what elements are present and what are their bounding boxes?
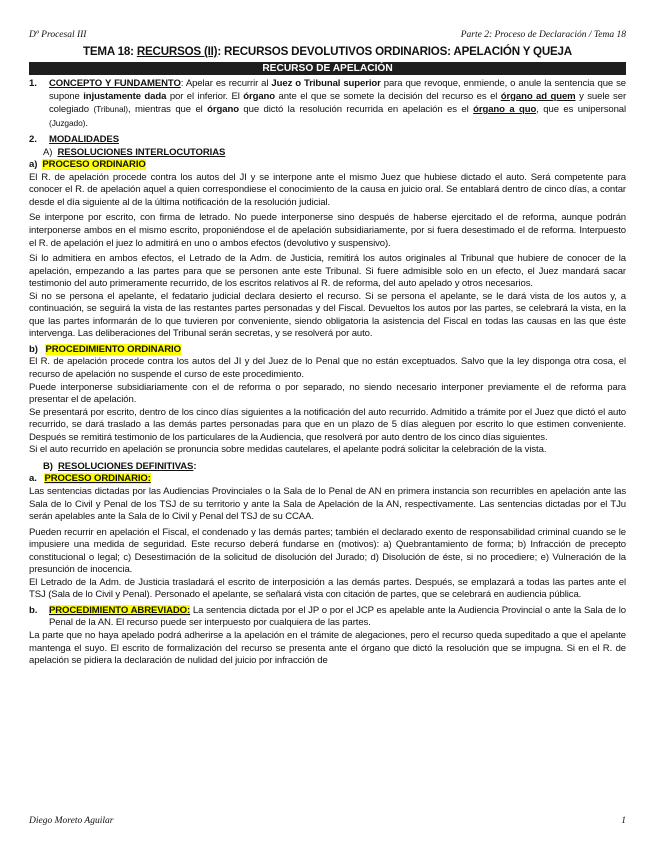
concepto-heading: CONCEPTO Y FUNDAMENTO <box>49 78 181 89</box>
text-run: y suele ser colegiado <box>49 90 627 116</box>
subsection-colon: : <box>193 460 197 472</box>
text-run: . <box>85 117 88 129</box>
text-run: por el inferior. El <box>166 90 244 102</box>
paragraph: Pueden recurrir en apelación el Fiscal, el condenado y las demás partes; también el declarado exento de responsabilidad criminal cuando se le impusiere una medida de seguridad. Este recurso deberá fundarse en (motivos): a) Quebrantamiento de forma; b) Infracción de precepto constitucional o legal; c) Desestimación de la solicitud de disolución del Jurado; d) Disolución de éste, si no procediere; e) Vulneración de la presunción de inocencia. <box>29 526 626 576</box>
subsection-b-heading <box>29 461 626 474</box>
item-label: b. <box>29 604 38 616</box>
paragraph: El R. de apelación procede contra los autos del JI y se interpone ante el mismo Juez que hubiese dictado el auto. Será competente para conocer el R. de apelación aquel a quien correspondiese el conocimiento de la causa en juicio oral. Se entablará dentro de cinco días, a contar desde el día siguiente al de la última notificación de la resolución judicial. <box>29 171 626 208</box>
header-section: Parte 2: Proceso de Declaración / Tema 18 <box>460 30 626 40</box>
page-number: 1 <box>621 816 626 826</box>
item-title-highlight: PROCESO ORDINARIO: <box>44 473 151 485</box>
title-underlined: RECURSOS (II) <box>136 45 218 58</box>
section-banner: RECURSO DE APELACIÓN <box>29 62 626 75</box>
item-b2-paragraph <box>49 605 626 630</box>
subsection-title: RESOLUCIONES DEFINITIVAS <box>57 460 194 472</box>
text-run: , que es unipersonal <box>536 104 627 116</box>
running-footer <box>29 816 626 828</box>
item-title-highlight: PROCEDIMIENTO ORDINARIO <box>45 343 181 355</box>
text-run: ante el que se somete la decisión del recurso es el <box>275 90 501 102</box>
paragraph: Si no se persona el apelante, el fedatario judicial declara desierto el recurso. Si se persona el apelante, se le dará vista de los autos y, a continuación, se seguirá la vista de las restantes partes personadas y del Fiscal. Devueltos los autos por las partes, se celebrará la vista, en la que las partes informarán de lo que tuvieren por conveniente, siendo obligatoria la asistencia del Fiscal en todas las causas en las que éste intervenga. Las deliberaciones del Tribunal serán secretas, y se resolverá por auto. <box>29 290 626 340</box>
modalidades-heading: MODALIDADES <box>49 134 119 146</box>
text-run: injustamente dada <box>83 90 167 102</box>
paragraph: Se presentará por escrito, dentro de los cinco días siguientes a la notificación del auto recurrido. Admitido a trámite por el Juez que dictó el auto recurrido, se dará traslado a las demás partes personadas para que en un plazo de 5 días aleguen por escrito lo que estimen conveniente. Después se remitirá testimonio de los particulares de la Audiencia, que resolverá por auto dentro de los cinco días siguientes. <box>29 406 626 443</box>
paragraph: Las sentencias dictadas por las Audiencias Provinciales o la Sala de lo Penal de AN en primera instancia son recurribles en apelación ante las Sala de lo Civil y Penal de los TSJ de su territorio y ante la Sala de Apelación de la AN, respectivamente. Las sentencias dictadas por el TJu serán apelables ante la Sala de lo Civil y Penal del TSJ de su CCAA. <box>29 485 626 523</box>
header-course: Dº Procesal III <box>29 30 87 40</box>
item-label: b) <box>29 343 38 355</box>
text-run: (Juzgado) <box>49 117 86 128</box>
document-title <box>29 45 626 58</box>
text-run: , mientras que el <box>128 104 208 116</box>
text-run: Juez o Tribunal superior <box>271 78 381 89</box>
section-modalidades <box>29 134 626 147</box>
item-a1-heading <box>29 159 626 172</box>
text-run: La sentencia dictada por el JP o por el JCP es apelable ante la Audiencia Provincial o ante la Sala de lo Penal de la AN. El recurso puede ser interpuesto por cualquiera de las partes. <box>49 604 626 629</box>
text-run: órgano <box>243 90 276 102</box>
paragraph: La parte que no haya apelado podrá adherirse a la apelación en el trámite de alegaciones, pero el recurso queda supeditado a que el apelante mantenga el suyo. El escrito de formalización del recurso se presenta ante el órgano que dictó la resolución que se impugna. Si en el R. de apelación se pidiera la declaración de nulidad del juicio por infracción de <box>29 629 626 667</box>
item-title-highlight: PROCEDIMIENTO ABREVIADO: <box>49 604 191 616</box>
item-label: a) <box>29 159 38 171</box>
text-run: órgano a quo <box>473 104 537 116</box>
subsection-label: B) <box>43 460 53 472</box>
document-page <box>29 0 626 848</box>
title-prefix: TEMA 18: <box>83 45 137 58</box>
paragraph: El R. de apelación procede contra los autos del JI y del Juez de lo Penal que no están exceptuados. Salvo que la ley disponga otra cosa, el recurso de apelación no suspende el curso de este procedimiento. <box>29 356 626 381</box>
text-run: que dictó la resolución recurrida en apelación es el <box>238 104 474 116</box>
section-number: 1. <box>29 78 37 89</box>
item-label: a. <box>29 473 37 485</box>
item-a2-heading <box>29 473 626 486</box>
section-concepto <box>29 78 626 130</box>
title-suffix: : RECURSOS DEVOLUTIVOS ORDINARIOS: APELACIÓN Y QUEJA <box>217 45 572 58</box>
running-header <box>29 30 626 42</box>
item-b2 <box>29 605 626 630</box>
text-run: órgano ad quem <box>500 90 576 102</box>
subsection-label: A) <box>43 146 53 158</box>
paragraph: Si el auto recurrido en apelación se pronuncia sobre medidas cautelares, el apelante podrá solicitar la celebración de la vista. <box>29 444 547 456</box>
concepto-paragraph <box>49 78 626 130</box>
subsection-title: RESOLUCIONES INTERLOCUTORIAS <box>57 146 226 158</box>
text-run: (Tribunal) <box>93 104 128 115</box>
paragraph: El Letrado de la Adm. de Justicia trasladará el escrito de interposición a las demás partes. Después, se emplazará a todas las partes ante el TSJ (Sala de lo Civil y Penal). Personado el apelante, se señalará vista con citación de partes, que se celebrará en audiencia pública. <box>29 576 626 601</box>
item-b1-heading <box>29 344 626 357</box>
paragraph: Si lo admitiera en ambos efectos, el Letrado de la Adm. de Justicia, remitirá los autos originales al Tribunal que hubiere de conocer de la apelación, empezando a las partes para que se personen ante este Tribunal. Si fuere admisible solo en un efecto, el Juez mandará sacar testimonio del auto primeramente recurrido, de los escritos relativos al R. de reforma, del auto apelado y otros necesarios. <box>29 253 626 290</box>
footer-author: Diego Moreto Aguilar <box>29 816 114 826</box>
text-run: para que revoque, enmiende, o anule la sentencia que se supone <box>49 78 627 102</box>
text-run: órgano <box>207 104 239 116</box>
section-number: 2. <box>29 134 37 146</box>
document-body <box>29 78 626 668</box>
paragraph: Se interpone por escrito, con firma de letrado. No puede interponerse sino después de haberse ejercitado el de reforma, aunque podrán interponerse ambos en el mismo escrito, proponiéndose el de apelación subsidiariamente, por si fuera desestimado el de reforma. Interpuesto el R. de apelación el juez lo admitirá en uno o ambos efectos (devolutivo y suspensivo). <box>29 212 626 249</box>
paragraph: Puede interponerse subsidiariamente con el de reforma o por separado, no siendo necesario interponer previamente el de reforma para presentar el de apelación. <box>29 381 626 406</box>
item-title-highlight: PROCESO ORDINARIO <box>42 159 146 171</box>
text-run: : Apelar es recurrir al <box>180 78 272 89</box>
subsection-a-heading <box>29 147 626 160</box>
